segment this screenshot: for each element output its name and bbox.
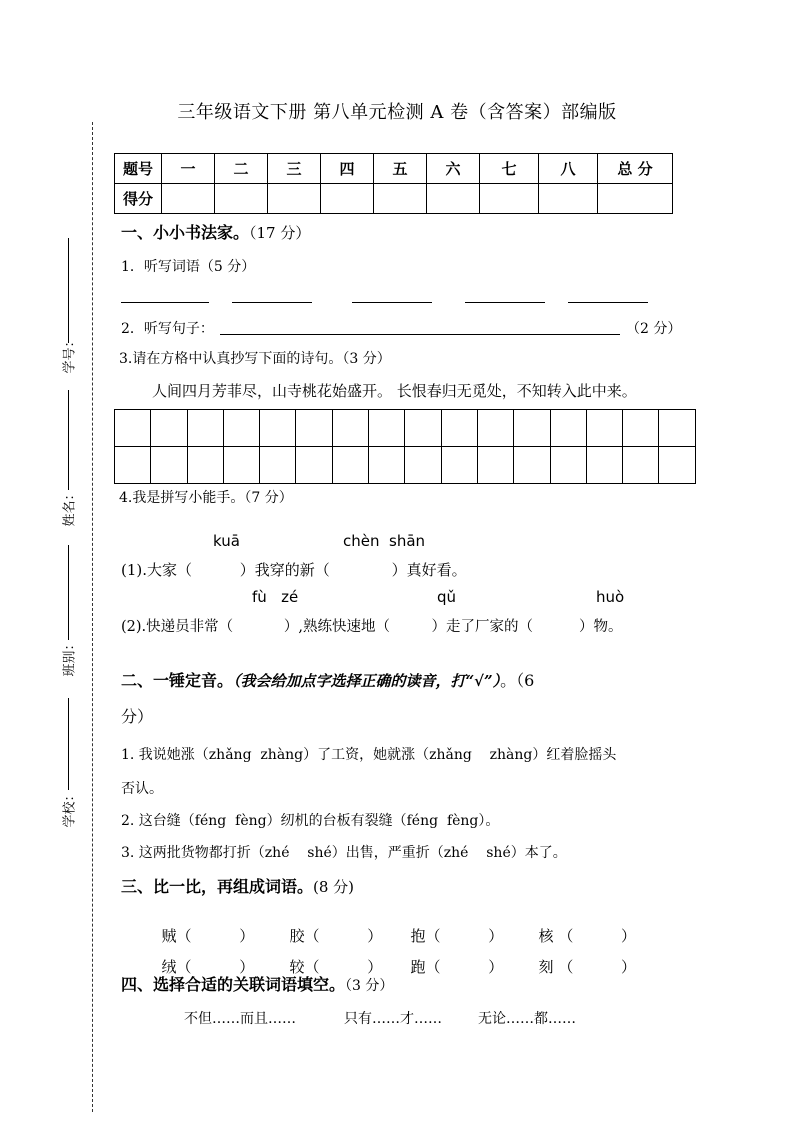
score-header-cell: 总 分 — [598, 154, 673, 184]
compare-item: 跑（ ） — [410, 958, 504, 976]
pinyin-kua: kuā — [213, 532, 240, 550]
grid-cell[interactable] — [514, 447, 550, 484]
copy-grid — [114, 409, 696, 484]
section3-heading — [121, 874, 354, 897]
section2-points-b: 分） — [121, 707, 154, 726]
class-line — [68, 545, 69, 640]
grid-cell[interactable] — [187, 410, 223, 447]
section2-title: 二、一锤定音。 — [121, 671, 234, 690]
dictation-blank-3[interactable] — [352, 302, 432, 303]
grid-cell[interactable] — [296, 447, 332, 484]
section2-q1b: 否认。 — [121, 781, 163, 797]
section1-q2-points: （2 分） — [626, 321, 682, 337]
conjunction-option: 无论……都…… — [478, 1011, 576, 1027]
section1-points: （17 分） — [249, 224, 311, 242]
score-table-header-row — [115, 154, 673, 184]
grid-cell[interactable] — [405, 447, 441, 484]
section4-heading — [121, 972, 393, 995]
name-field — [56, 390, 80, 540]
score-header-cell: 五 — [374, 154, 427, 184]
section4-title: 四、选择合适的关联词语填空。 — [121, 975, 346, 994]
class-field — [56, 545, 80, 695]
student-id-line — [68, 238, 69, 343]
score-table — [114, 153, 673, 214]
section2-heading — [121, 668, 534, 691]
grid-cell[interactable] — [260, 410, 296, 447]
class-label: 班别： — [62, 637, 78, 677]
copy-grid-row — [115, 410, 696, 447]
section2-q1a: 1. 我说她涨（zhǎng zhàng）了工资，她就涨（zhǎng zhàng）红着脸摇头 — [121, 747, 617, 763]
grid-cell[interactable] — [223, 447, 259, 484]
student-id-field — [56, 232, 80, 382]
grid-cell[interactable] — [550, 447, 586, 484]
score-header-cell: 三 — [268, 154, 321, 184]
compare-item: 较（ ） — [289, 958, 383, 976]
school-line — [68, 698, 69, 790]
student-id-label: 学号： — [62, 334, 78, 374]
pinyin-qu: qǔ — [437, 588, 457, 606]
compare-item: 刻 （ ） — [538, 958, 636, 976]
score-header-cell: 七 — [480, 154, 539, 184]
compare-item: 贼（ ） — [161, 927, 255, 945]
grid-cell[interactable] — [405, 410, 441, 447]
section2-q2: 2. 这台缝（féng fèng）纫机的台板有裂缝（féng fèng）。 — [121, 813, 500, 829]
grid-cell[interactable] — [151, 410, 187, 447]
score-header-cell: 八 — [539, 154, 598, 184]
section2-instruction: （我会给加点字选择正确的读音，打“√”） — [233, 672, 501, 690]
score-header-cell: 二 — [215, 154, 268, 184]
grid-cell[interactable] — [477, 410, 513, 447]
score-cell[interactable] — [374, 184, 427, 214]
grid-cell[interactable] — [623, 447, 659, 484]
pinyin-huo: huò — [596, 588, 625, 606]
grid-cell[interactable] — [187, 447, 223, 484]
name-line — [68, 390, 69, 490]
section1-heading — [121, 220, 310, 243]
compare-item: 绒（ ） — [161, 958, 255, 976]
score-cell[interactable] — [215, 184, 268, 214]
grid-cell[interactable] — [332, 447, 368, 484]
score-header-cell: 四 — [321, 154, 374, 184]
school-field — [56, 698, 80, 848]
score-row-label: 得分 — [115, 184, 162, 214]
section1-q1: 1．听写词语（5 分） — [121, 259, 256, 275]
grid-cell[interactable] — [441, 447, 477, 484]
score-header-cell: 一 — [162, 154, 215, 184]
score-cell[interactable] — [162, 184, 215, 214]
score-header-cell: 六 — [427, 154, 480, 184]
grid-cell[interactable] — [115, 410, 151, 447]
dictation-blank-1[interactable] — [121, 302, 209, 303]
score-cell[interactable] — [321, 184, 374, 214]
grid-cell[interactable] — [332, 410, 368, 447]
section3-title: 三、比一比，再组成词语。 — [121, 877, 314, 896]
spelling-line-2: (2).快递员非常（ ）,熟练快速地（ ）走了厂家的（ ）物。 — [121, 619, 623, 635]
dictation-blank-5[interactable] — [568, 302, 648, 303]
dictation-blank-2[interactable] — [232, 302, 312, 303]
binding-dashed-line — [92, 122, 93, 1112]
section1-q4: 4.我是拼写小能手。（7 分） — [119, 490, 293, 506]
compare-item: 抱（ ） — [410, 927, 504, 945]
compare-item: 核 （ ） — [538, 927, 636, 945]
conjunction-option: 不但……而且…… — [184, 1011, 296, 1027]
school-label: 学校： — [62, 788, 78, 828]
grid-cell[interactable] — [223, 410, 259, 447]
copy-grid-row — [115, 447, 696, 484]
section1-q3: 3.请在方格中认真抄写下面的诗句。（3 分） — [119, 351, 391, 367]
page-title: 三年级语文下册 第八单元检测 A 卷（含答案）部编版 — [177, 102, 617, 123]
section2-points-a: 。（6 — [500, 671, 535, 690]
grid-cell[interactable] — [441, 410, 477, 447]
score-cell[interactable] — [427, 184, 480, 214]
grid-cell[interactable] — [369, 410, 405, 447]
section2-q3: 3. 这两批货物都打折（zhé shé）出售，严重折（zhé shé）本了。 — [121, 845, 567, 861]
grid-cell[interactable] — [260, 447, 296, 484]
section4-points: （3 分） — [345, 978, 394, 994]
pinyin-chenshan: chèn shān — [343, 532, 426, 550]
dictation-blank-4[interactable] — [465, 302, 545, 303]
poem-text: 人间四月芳菲尽，山寺桃花始盛开。 长恨春归无觅处，不知转入此中来。 — [152, 382, 637, 400]
score-cell[interactable] — [480, 184, 539, 214]
section3-points: (8 分) — [313, 878, 355, 896]
score-header-cell: 题号 — [115, 154, 162, 184]
grid-cell[interactable] — [586, 447, 622, 484]
grid-cell[interactable] — [296, 410, 332, 447]
score-table-score-row — [115, 184, 673, 214]
grid-cell[interactable] — [623, 410, 659, 447]
grid-cell[interactable] — [659, 410, 695, 447]
pinyin-fuze: fù zé — [252, 588, 299, 606]
grid-cell[interactable] — [550, 410, 586, 447]
section1-title: 一、小小书法家。 — [121, 223, 250, 242]
score-cell[interactable] — [598, 184, 673, 214]
section1-q2-label: 2．听写句子： — [121, 321, 214, 337]
conjunction-option: 只有……才…… — [344, 1011, 442, 1027]
grid-cell[interactable] — [477, 447, 513, 484]
grid-cell[interactable] — [586, 410, 622, 447]
spelling-line-1: (1).大家（ ）我穿的新（ ）真好看。 — [121, 561, 467, 579]
conjunction-options — [184, 1008, 576, 1028]
name-label: 姓名： — [62, 487, 78, 527]
compare-item: 胶（ ） — [289, 927, 383, 945]
grid-cell[interactable] — [115, 447, 151, 484]
grid-cell[interactable] — [514, 410, 550, 447]
sentence-dictation-blank[interactable] — [220, 334, 620, 335]
score-cell[interactable] — [539, 184, 598, 214]
score-cell[interactable] — [268, 184, 321, 214]
grid-cell[interactable] — [369, 447, 405, 484]
grid-cell[interactable] — [659, 447, 695, 484]
grid-cell[interactable] — [151, 447, 187, 484]
